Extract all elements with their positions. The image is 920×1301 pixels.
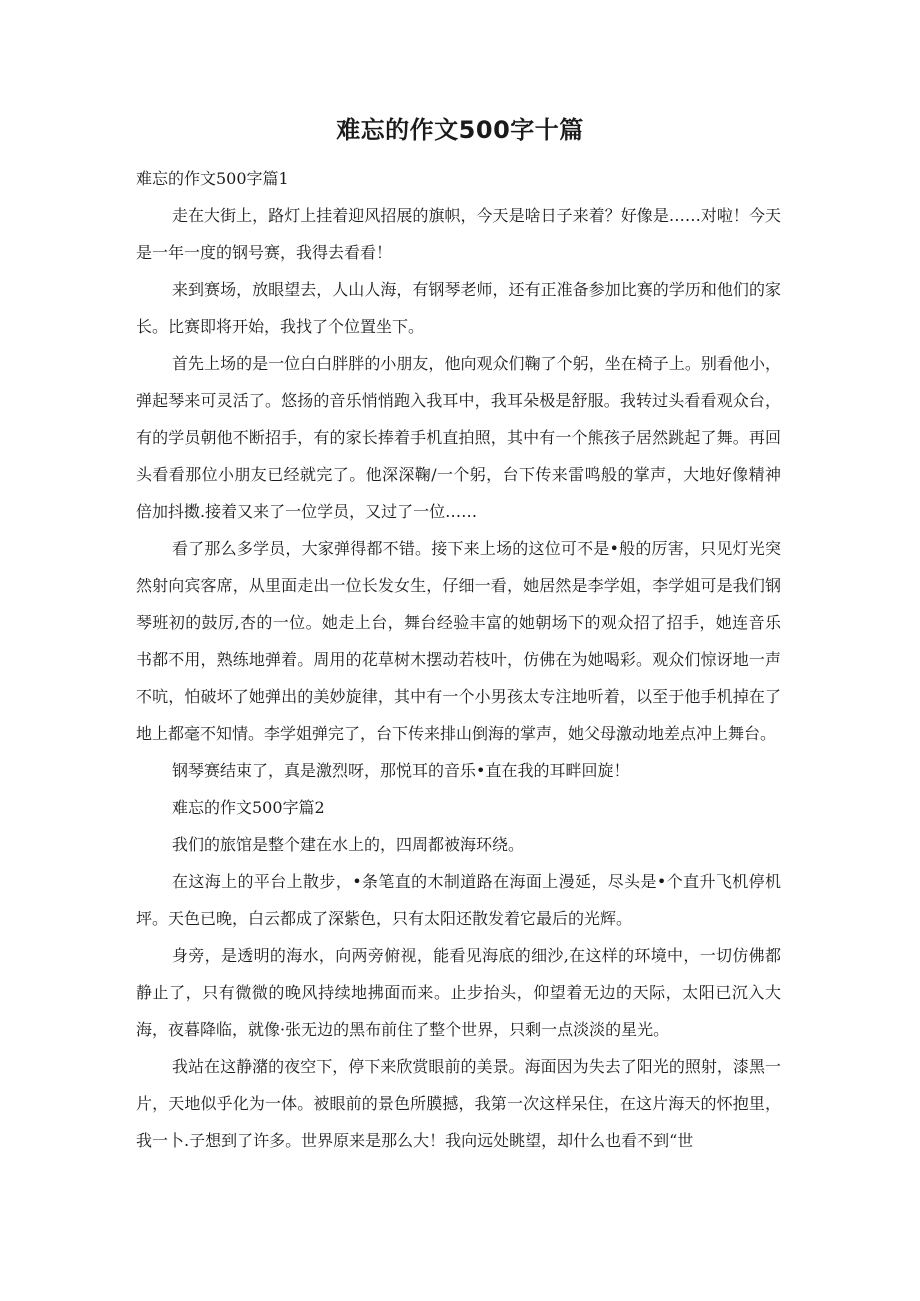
- paragraph: 钢琴赛结束了，真是激烈呀，那悦耳的音乐•直在我的耳畔回旋！: [172, 761, 630, 780]
- document-title: 难忘的作文500字十篇: [336, 116, 584, 144]
- section-2: [136, 789, 781, 1159]
- section-heading: 难忘的作文500字篇2: [172, 798, 325, 817]
- paragraph: 首先上场的是一位白白胖胖的小朋友，他向观众们鞠了个躬，坐在椅子上。别看他小，弹起琴来可灵活了。悠扬的音乐悄悄跑入我耳中，我耳朵极是舒服。我转过头看看观众台，有的学员朝他不断招手，有的家长捧着手机直拍照，其中有一个熊孩子居然跳起了舞。再回头看看那位小朋友已经就完了。他深深鞠/一个躬，台下传来雷鸣般的掌声，大地好像精神倍加抖擞.接着又来了一位学员，又过了一位……: [136, 354, 781, 521]
- section-heading: 难忘的作文500字篇1: [136, 169, 289, 188]
- section-1: [136, 160, 781, 789]
- paragraph: 我站在这静潴的夜空下，停下来欣赏眼前的美景。海面因为失去了阳光的照射，漆黑一片，天地似乎化为一体。被眼前的景色所膜撼，我第一次这样呆住，在这片海天的怀抱里，我一卜.子想到了许多。世界原来是那么大！我向远处眺望，却什么也看不到“世: [136, 1057, 781, 1150]
- document-body: [136, 160, 781, 1159]
- paragraph: 在这海上的平台上散步，•条笔直的木制道路在海面上漫延，尽头是•个直升飞机停机坪。天色已晚，白云都成了深紫色，只有太阳还散发着它最后的光辉。: [136, 872, 781, 928]
- paragraph: 走在大街上，路灯上挂着迎风招展的旗帜，今天是啥日子来着？好像是……对啦！今天是一年一度的钢号赛，我得去看看！: [136, 206, 781, 262]
- paragraph: 看了那么多学员，大家弹得都不错。接下来上场的这位可不是•般的厉害，只见灯光突然射向宾客席，从里面走出一位长发女生，仔细一看，她居然是李学姐，李学姐可是我们钢琴班初的鼓厉,杏的一位。她走上台，舞台经验丰富的她朝场下的观众招了招手，她连音乐书都不用，熟练地弹着。周用的花草树木摆动若枝叶，仿佛在为她喝彩。观众们惊讶地一声不吭，怕破坏了她弹出的美妙旋律，其中有一个小男孩太专注地听着，以至于他手机掉在了地上都毫不知情。李学姐弹完了，台下传来排山倒海的掌声，她父母激动地差点冲上舞台。: [136, 539, 781, 743]
- paragraph: 来到赛场，放眼望去，人山人海，有钢琴老师，还有正准备参加比赛的学历和他们的家长。比赛即将开始，我找了个位置坐下。: [136, 280, 781, 336]
- paragraph: 我们的旅馆是整个建在水上的，四周都被海环绕。: [172, 835, 525, 854]
- paragraph: 身旁，是透明的海水，向两旁俯视，能看见海底的细沙,在这样的环境中，一切仿佛都静止了，只有微微的晚风持续地拂面而来。止步抬头，仰望着无边的天际，太阳已沉入大海，夜暮降临，就像·张无边的黑布前住了整个世界，只剩一点淡淡的星光。: [136, 946, 781, 1039]
